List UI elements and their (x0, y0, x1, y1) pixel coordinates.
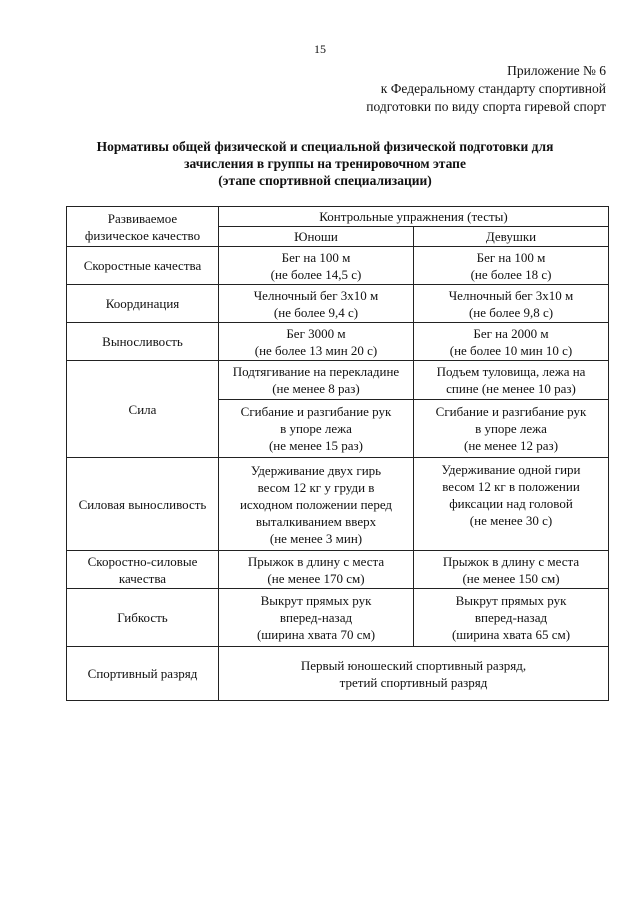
cell-line: исходном положении перед (239, 496, 393, 512)
cell-line: Бег на 100 м (476, 249, 546, 265)
cell-line: Координация (105, 296, 180, 311)
cell-line: качества (118, 570, 167, 586)
cell-line: спине (не менее 10 раз) (446, 381, 576, 396)
cell-line: фиксации над головой (449, 496, 573, 511)
cell-line: (не более 13 мин 20 с) (254, 342, 378, 358)
cell-line: Скоростно-силовые (87, 553, 198, 569)
table-row (67, 323, 609, 361)
quality-cell (67, 551, 219, 589)
cell-line: Челночный бег 3х10 м (253, 287, 379, 303)
cell-line: Удерживание двух гирь (250, 462, 382, 478)
page-number: 15 (314, 42, 326, 56)
girls-cell (414, 361, 609, 400)
header-girls-cell: Девушки (414, 227, 609, 247)
girls-cell (414, 589, 609, 647)
appendix-heading (306, 62, 606, 116)
title-line: зачисления в группы на тренировочном этапе (184, 156, 466, 171)
cell-line: весом 12 кг у груди в (257, 479, 375, 495)
boys-cell (219, 458, 414, 551)
cell-line: вперед-назад (474, 610, 548, 625)
cell-line: Выкрут прямых рук (260, 593, 372, 608)
cell-line: (не менее 3 мин) (269, 530, 363, 546)
cell-line: (не менее 150 см) (462, 570, 560, 586)
title-line: Нормативы общей физической и специальной физической подготовки для (96, 139, 554, 154)
table-row (67, 458, 609, 551)
cell-line: (ширина хвата 65 см) (451, 627, 571, 642)
cell-line: Спортивный разряд (87, 666, 198, 681)
cell-line: Бег 3000 м (286, 325, 346, 341)
appendix-line: подготовки по виду спорта гиревой спорт (366, 99, 606, 114)
cell-line: в упоре лежа (280, 421, 352, 436)
girls-cell (414, 551, 609, 589)
cell-line: (не более 18 с) (470, 266, 552, 282)
boys-cell (219, 285, 414, 323)
cell-line: вперед-назад (279, 610, 353, 625)
cell-line: в упоре лежа (475, 421, 547, 436)
girls-cell (414, 458, 609, 551)
cell-line: Подтягивание на перекладине (232, 364, 400, 379)
cell-line: (не менее 170 см) (267, 570, 365, 586)
appendix-line: Приложение № 6 (507, 63, 606, 78)
girls-cell (414, 400, 609, 458)
header-boys-cell: Юноши (219, 227, 414, 247)
quality-cell (67, 589, 219, 647)
boys-cell (219, 400, 414, 458)
table-row (67, 551, 609, 589)
quality-cell (67, 647, 219, 701)
combined-cell (219, 647, 609, 701)
title-line: (этапе спортивной специализации) (218, 173, 432, 188)
cell-line: (не менее 15 раз) (268, 438, 364, 453)
cell-line: Сгибание и разгибание рук (240, 404, 392, 419)
cell-line: (не более 14,5 с) (270, 266, 362, 282)
quality-cell (67, 458, 219, 551)
cell-line: Челночный бег 3х10 м (448, 287, 574, 303)
cell-line: (не менее 12 раз) (463, 438, 559, 453)
appendix-line: к Федеральному стандарту спортивной (380, 81, 606, 96)
cell-line: Выкрут прямых рук (455, 593, 567, 608)
norms-table (66, 206, 609, 701)
quality-cell (67, 361, 219, 458)
girls-cell (414, 285, 609, 323)
cell-line: Выносливость (102, 334, 183, 349)
cell-line: Гибкость (117, 610, 168, 625)
boys-cell (219, 323, 414, 361)
cell-line: Удерживание одной гири (441, 462, 581, 477)
cell-line: (не более 9,4 с) (273, 304, 359, 320)
header-quality-line: физическое качество (84, 227, 201, 243)
cell-line: (не более 9,8 с) (468, 304, 554, 320)
cell-line: Скоростные качества (83, 258, 202, 273)
table-row (67, 285, 609, 323)
quality-cell (67, 323, 219, 361)
header-quality-line: Развиваемое (107, 210, 178, 226)
table-row (67, 589, 609, 647)
table-row (67, 361, 609, 400)
cell-line: Первый юношеский спортивный разряд, (300, 657, 527, 673)
cell-line: Силовая выносливость (78, 496, 207, 512)
boys-cell (219, 589, 414, 647)
cell-line: Подъем туловища, лежа на (436, 364, 586, 379)
table-row (67, 647, 609, 701)
cell-line: Бег на 2000 м (473, 325, 549, 341)
header-quality-cell (67, 207, 219, 247)
cell-line: весом 12 кг в положении (442, 479, 580, 494)
cell-line: Бег на 100 м (281, 249, 351, 265)
cell-line: Прыжок в длину с места (247, 553, 385, 569)
boys-cell (219, 247, 414, 285)
girls-cell (414, 323, 609, 361)
cell-line: третий спортивный разряд (339, 674, 488, 690)
boys-cell (219, 361, 414, 400)
cell-line: (ширина хвата 70 см) (256, 627, 376, 642)
quality-cell (67, 247, 219, 285)
table-header-row (67, 207, 609, 227)
quality-cell (67, 285, 219, 323)
cell-line: выталкиванием вверх (255, 513, 377, 529)
cell-line: Прыжок в длину с места (442, 553, 580, 569)
document-title (40, 138, 610, 189)
header-tests-cell: Контрольные упражнения (тесты) (219, 207, 609, 227)
cell-line: (не менее 30 с) (469, 513, 553, 528)
cell-line: Сгибание и разгибание рук (435, 404, 587, 419)
cell-line: Сила (128, 401, 157, 417)
boys-cell (219, 551, 414, 589)
table-row (67, 247, 609, 285)
cell-line: (не менее 8 раз) (272, 381, 360, 396)
girls-cell (414, 247, 609, 285)
cell-line: (не более 10 мин 10 с) (449, 342, 573, 358)
